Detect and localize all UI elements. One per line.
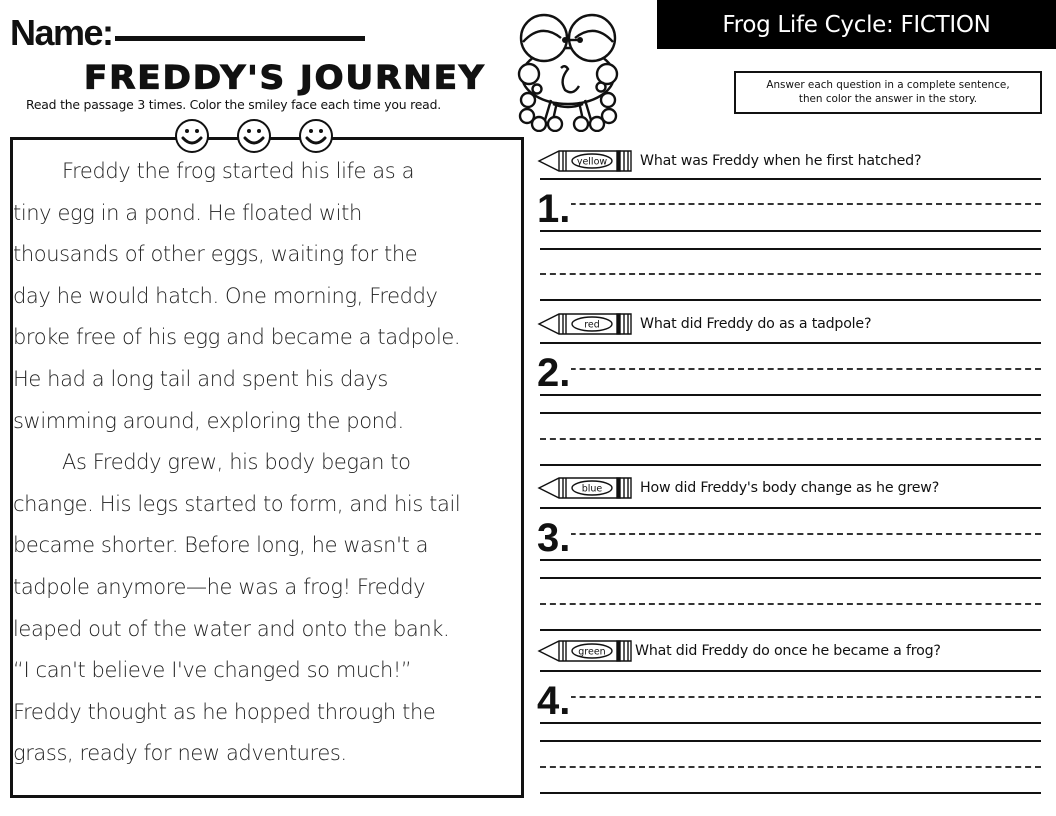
answer-instructions-line: Answer each question in a complete sentence, (766, 79, 1010, 91)
answer-line[interactable] (540, 507, 1041, 509)
answer-midline (540, 696, 1041, 698)
smiley-face-icon[interactable] (174, 118, 210, 154)
smiley-face-icon[interactable] (236, 118, 272, 154)
story-title: FREDDY'S JOURNEY (84, 59, 486, 97)
answer-midline (540, 203, 1041, 205)
name-label: Name: (10, 12, 113, 53)
answer-midline (540, 766, 1041, 768)
question-text: How did Freddy's body change as he grew? (640, 480, 940, 496)
answer-line[interactable] (540, 559, 1041, 561)
question-number: 1. (537, 187, 571, 231)
crayon-color-label: green (578, 646, 606, 658)
smiley-tracker (174, 118, 334, 154)
passage-line: swimming around, exploring the pond. (13, 408, 404, 433)
question-text: What did Freddy do once he became a frog? (635, 643, 941, 659)
answer-midline (540, 273, 1041, 275)
passage-line: change. His legs started to form, and his tail (13, 491, 461, 516)
answer-line[interactable] (540, 342, 1041, 344)
passage-line: thousands of other eggs, waiting for the (13, 242, 418, 267)
answer-line[interactable] (540, 230, 1041, 232)
crayon-color-label: yellow (576, 156, 608, 168)
question-number: 3. (537, 516, 571, 560)
reading-instructions: Read the passage 3 times. Color the smiley face each time you read. (26, 97, 441, 112)
answer-line[interactable] (540, 412, 1041, 414)
passage-line: He had a long tail and spent his days (13, 366, 388, 391)
answer-midline (540, 438, 1041, 440)
passage-line: day he would hatch. One morning, Freddy (13, 283, 438, 308)
name-blank-line[interactable] (115, 36, 365, 41)
passage-line: grass, ready for new adventures. (13, 741, 347, 766)
question-number: 2. (537, 351, 571, 395)
answer-line[interactable] (540, 178, 1041, 180)
crayon-icon (537, 638, 635, 664)
passage-line: “I can't believe I've changed so much!” (13, 658, 412, 683)
answer-line[interactable] (540, 722, 1041, 724)
crayon-icon (537, 148, 635, 174)
passage-line: tiny egg in a pond. He floated with (13, 200, 362, 225)
crayon-icon (537, 475, 635, 501)
answer-line[interactable] (540, 792, 1041, 794)
answer-line[interactable] (540, 299, 1041, 301)
passage-line: Freddy thought as he hopped through the (13, 699, 436, 724)
smiley-face-icon[interactable] (298, 118, 334, 154)
crayon-color-label: blue (581, 483, 603, 495)
passage-line: leaped out of the water and onto the bank. (13, 616, 450, 641)
crayon-color-label: red (584, 319, 600, 331)
answer-line[interactable] (540, 629, 1041, 631)
answer-line[interactable] (540, 740, 1041, 742)
passage-line: Freddy the frog started his life as a (62, 159, 415, 183)
answer-line[interactable] (540, 394, 1041, 396)
passage-line: As Freddy grew, his body began to (62, 450, 411, 475)
frog-icon (513, 8, 623, 132)
story-passage (13, 151, 525, 775)
answer-instructions-line: then color the answer in the story. (798, 93, 978, 105)
answer-midline (540, 603, 1041, 605)
answer-midline (540, 533, 1041, 535)
passage-line: broke free of his egg and became a tadpole. (13, 325, 461, 350)
answer-line[interactable] (540, 248, 1041, 250)
answer-line[interactable] (540, 670, 1041, 672)
answer-instructions-box (734, 71, 1042, 114)
crayon-icon (537, 311, 635, 337)
worksheet-banner: Frog Life Cycle: FICTION (657, 0, 1056, 49)
question-text: What did Freddy do as a tadpole? (640, 316, 872, 332)
answer-line[interactable] (540, 464, 1041, 466)
question-number: 4. (537, 679, 571, 723)
name-field[interactable] (10, 12, 365, 54)
passage-line: tadpole anymore—he was a frog! Freddy (13, 574, 426, 599)
question-text: What was Freddy when he first hatched? (640, 153, 922, 169)
answer-line[interactable] (540, 577, 1041, 579)
answer-midline (540, 368, 1041, 370)
passage-line: became shorter. Before long, he wasn't a (13, 533, 429, 558)
